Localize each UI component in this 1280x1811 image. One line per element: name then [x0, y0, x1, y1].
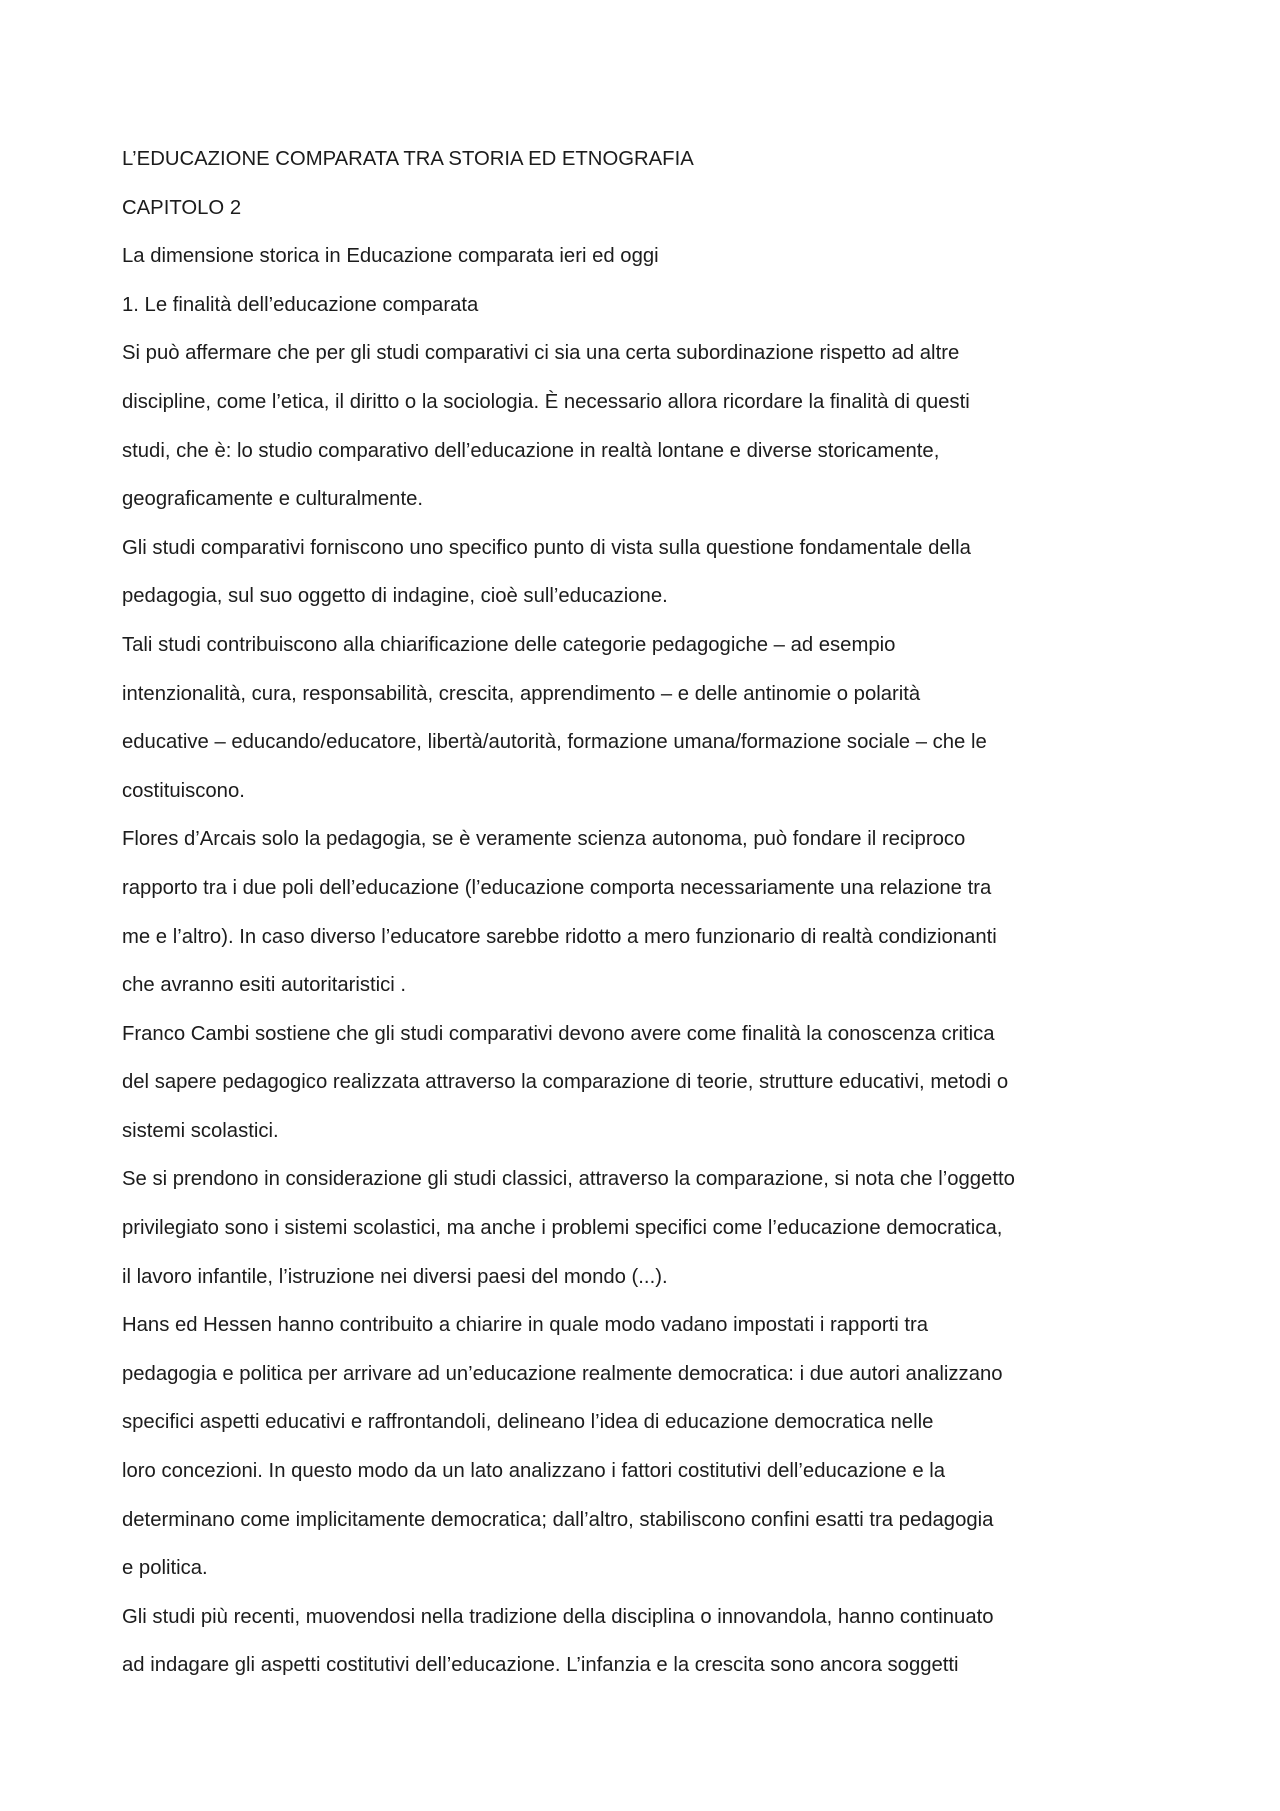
body-line: Gli studi più recenti, muovendosi nella tradizione della disciplina o innovandola, hanno continuato	[122, 1605, 994, 1628]
chapter-subtitle: La dimensione storica in Educazione comparata ieri ed oggi	[122, 245, 659, 268]
body-line: il lavoro infantile, l’istruzione nei diversi paesi del mondo (...).	[122, 1265, 668, 1288]
section-heading: 1. Le finalità dell’educazione comparata	[122, 293, 479, 316]
body-line: Hans ed Hessen hanno contribuito a chiarire in quale modo vadano impostati i rapporti tra	[122, 1314, 929, 1337]
body-line: del sapere pedagogico realizzata attraverso la comparazione di teorie, strutture educativi, metodi o	[122, 1071, 1009, 1094]
body-line: Gli studi comparativi forniscono uno specifico punto di vista sulla questione fondamentale della	[122, 536, 971, 559]
body-line: Tali studi contribuiscono alla chiarificazione delle categorie pedagogiche – ad esempio	[122, 633, 896, 656]
body-line: Se si prendono in considerazione gli studi classici, attraverso la comparazione, si nota che l’oggetto	[122, 1168, 1015, 1191]
body-line: specifici aspetti educativi e raffrontandoli, delineano l’idea di educazione democratica nelle	[122, 1411, 934, 1434]
body-line: Franco Cambi sostiene che gli studi comparativi devono avere come finalità la conoscenza critica	[122, 1022, 995, 1045]
body-line: me e l’altro). In caso diverso l’educatore sarebbe ridotto a mero funzionario di realtà condizionanti	[122, 925, 997, 948]
body-line: costituiscono.	[122, 779, 245, 802]
body-line: loro concezioni. In questo modo da un lato analizzano i fattori costitutivi dell’educazione e la	[122, 1460, 946, 1483]
body-line: educative – educando/educatore, libertà/autorità, formazione umana/formazione sociale – che le	[122, 731, 987, 754]
body-line: studi, che è: lo studio comparativo dell’educazione in realtà lontane e diverse storicamente,	[122, 439, 940, 462]
body-line: geograficamente e culturalmente.	[122, 488, 424, 511]
document-body	[122, 146, 1122, 1701]
body-line: pedagogia e politica per arrivare ad un’educazione realmente democratica: i due autori analizzano	[122, 1362, 1003, 1385]
body-line: privilegiato sono i sistemi scolastici, ma anche i problemi specifici come l’educazione democratica,	[122, 1217, 1003, 1240]
body-line: intenzionalità, cura, responsabilità, crescita, apprendimento – e delle antinomie o polarità	[122, 682, 921, 705]
body-line: discipline, come l’etica, il diritto o la sociologia. È necessario allora ricordare la finalità di questi	[122, 390, 970, 413]
body-line: e politica.	[122, 1557, 208, 1580]
body-line: Flores d’Arcais solo la pedagogia, se è veramente scienza autonoma, può fondare il reciproco	[122, 828, 966, 851]
body-line: ad indagare gli aspetti costitutivi dell’educazione. L’infanzia e la crescita sono ancora soggetti	[122, 1654, 959, 1677]
chapter-heading: CAPITOLO 2	[122, 196, 242, 219]
body-line: sistemi scolastici.	[122, 1119, 279, 1142]
document-title: L’EDUCAZIONE COMPARATA TRA STORIA ED ETNOGRAFIA	[122, 148, 694, 170]
body-line: che avranno esiti autoritaristici .	[122, 974, 407, 997]
body-line: pedagogia, sul suo oggetto di indagine, cioè sull’educazione.	[122, 585, 668, 608]
body-line: rapporto tra i due poli dell’educazione (l’educazione comporta necessariamente una relazione tra	[122, 876, 992, 899]
body-line: Si può affermare che per gli studi comparativi ci sia una certa subordinazione rispetto ad altre	[122, 342, 960, 365]
body-line: determinano come implicitamente democratica; dall’altro, stabiliscono confini esatti tra pedagogia	[122, 1508, 994, 1531]
